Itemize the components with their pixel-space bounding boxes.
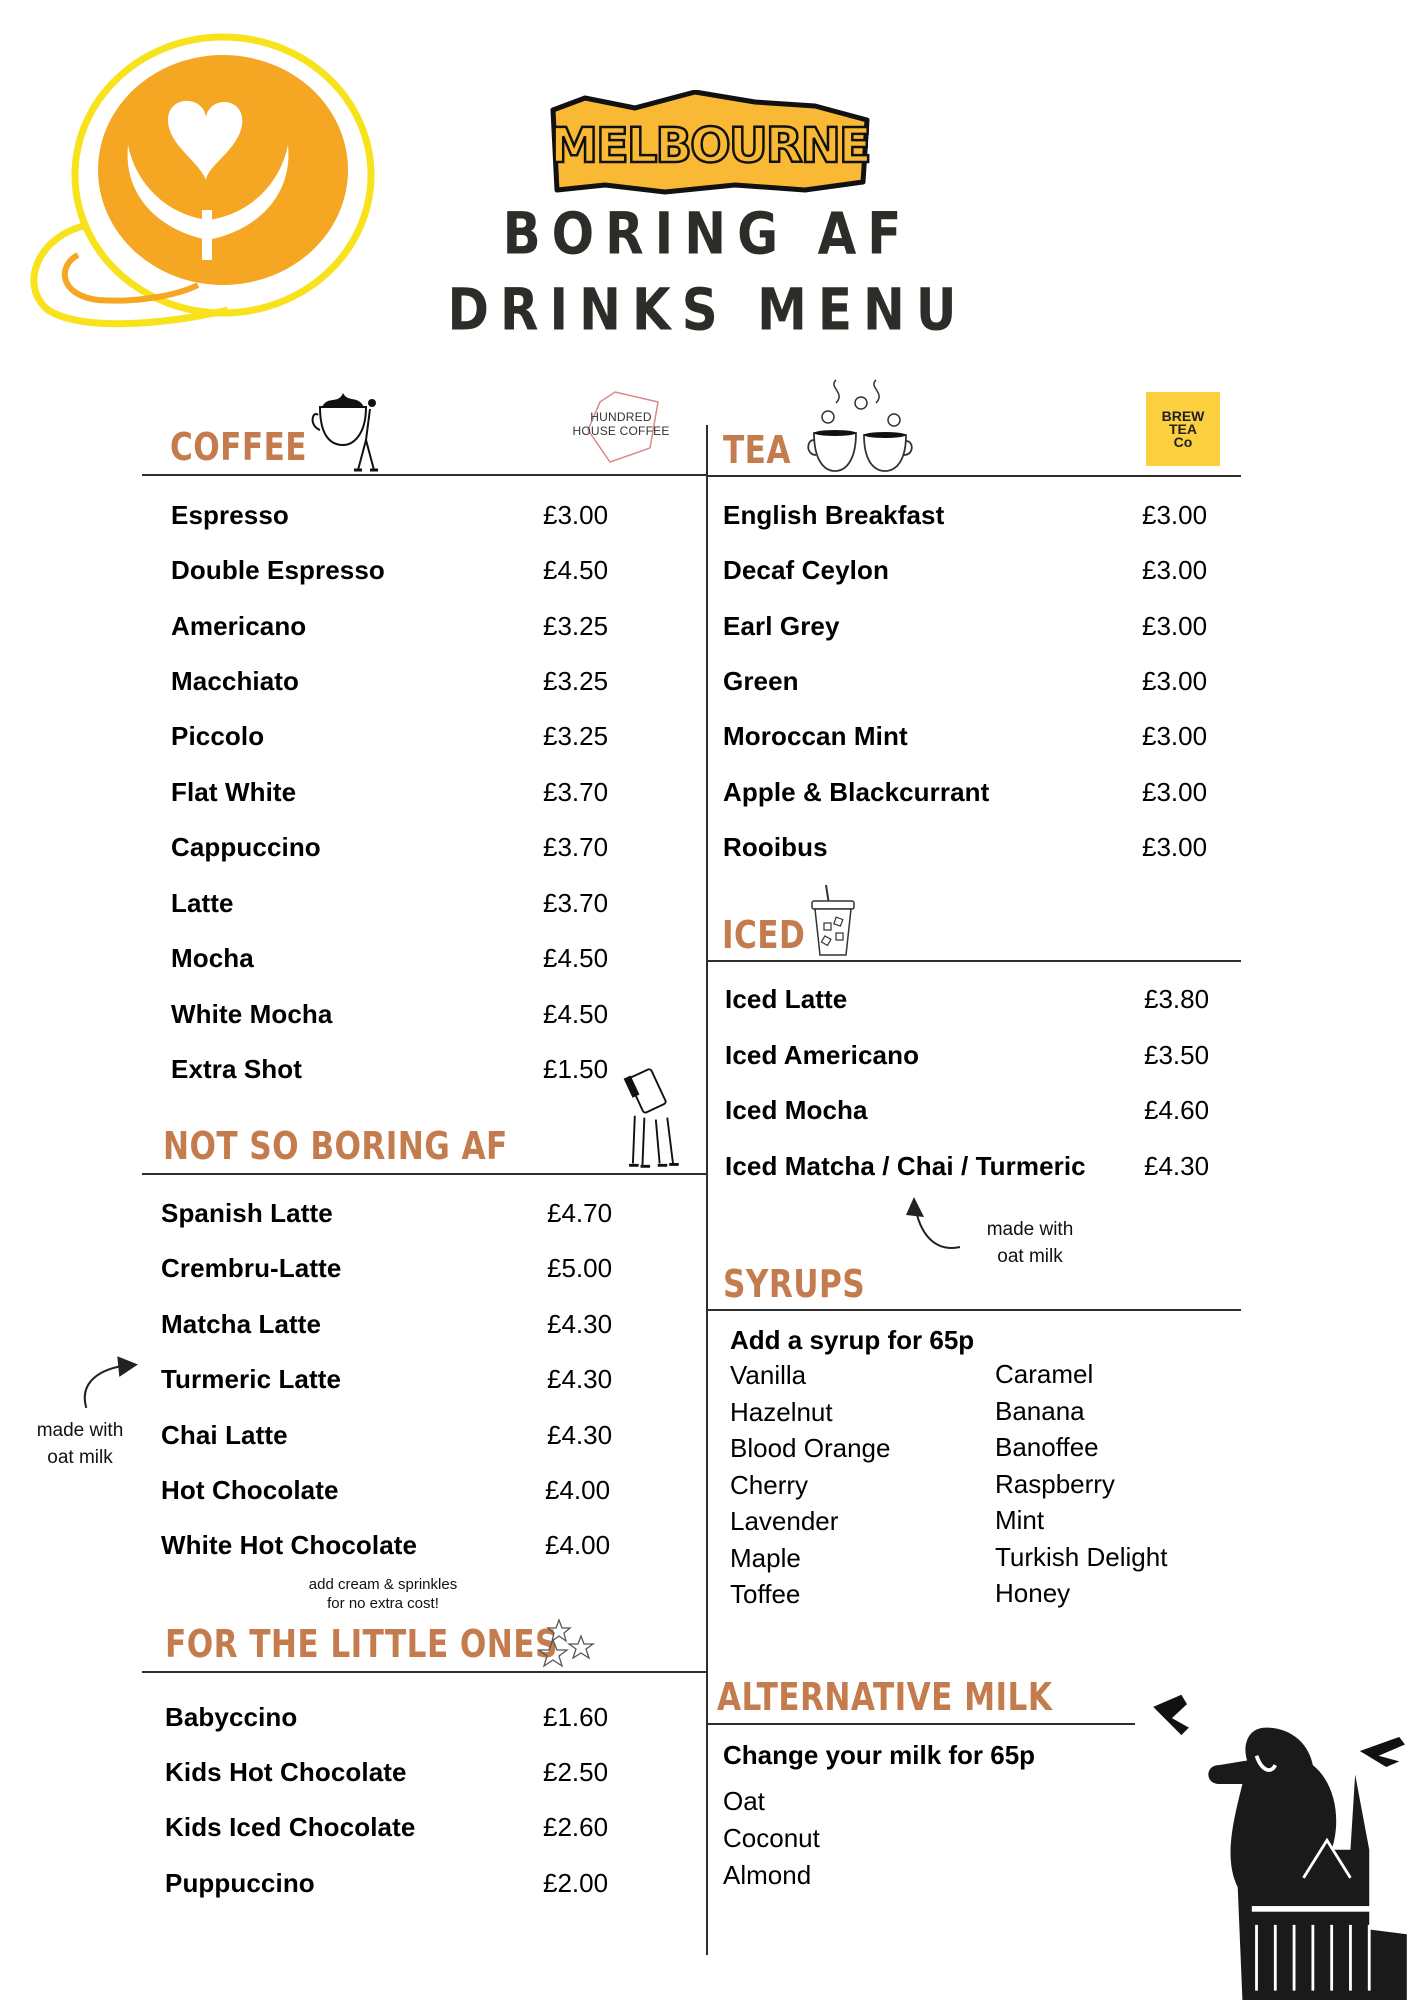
- item-price: £3.00: [1142, 777, 1208, 807]
- item-price: £3.00: [543, 500, 609, 530]
- note-line-1: made with: [986, 1219, 1074, 1240]
- alt-milk-heading: ALTERNATIVE MILK: [717, 1675, 1053, 1719]
- milk-option: Oat: [723, 1786, 765, 1816]
- item-price: £4.00: [545, 1475, 611, 1505]
- latte-art-cup-illustration: [18, 25, 378, 335]
- item-price: £3.25: [543, 721, 609, 751]
- oat-milk-side-note: [20, 1417, 140, 1471]
- syrup-option: Hazelnut: [730, 1396, 833, 1427]
- item-name: Kids Hot Chocolate: [165, 1757, 407, 1787]
- item-price: £3.00: [1142, 666, 1208, 696]
- item-name: Crembru-Latte: [161, 1253, 342, 1283]
- item-price: £4.30: [547, 1309, 613, 1339]
- item-name: Green: [723, 666, 799, 696]
- item-name: Mocha: [171, 943, 254, 973]
- iced-heading: ICED: [722, 913, 806, 957]
- item-price: £2.60: [543, 1812, 609, 1842]
- item-price: £4.00: [545, 1530, 611, 1560]
- tea-heading: TEA: [723, 428, 791, 472]
- coffee-divider: [142, 474, 707, 476]
- item-price: £4.70: [547, 1198, 613, 1228]
- page-title-line-2: DRINKS MENU: [447, 276, 968, 344]
- cream-sprinkles-note: [283, 1575, 483, 1613]
- item-name: Turmeric Latte: [161, 1364, 342, 1394]
- milk-options-list: [723, 1786, 820, 1897]
- item-name: Latte: [171, 888, 234, 918]
- item-name: Rooibus: [723, 832, 828, 862]
- milk-option: Almond: [723, 1860, 812, 1890]
- syrup-price-note: Add a syrup for 65p: [730, 1325, 975, 1355]
- item-price: £3.70: [543, 888, 609, 918]
- milk-price-note: Change your milk for 65p: [723, 1740, 1036, 1770]
- item-name: Earl Grey: [723, 611, 840, 641]
- item-price: £3.25: [543, 611, 609, 641]
- item-price: £1.50: [543, 1054, 609, 1084]
- stars-icon: [536, 1618, 598, 1673]
- center-column-divider: [706, 425, 708, 1955]
- syrup-option: Banoffee: [995, 1432, 1099, 1462]
- item-price: £3.70: [543, 777, 609, 807]
- item-price: £3.00: [1142, 611, 1208, 641]
- item-name: English Breakfast: [723, 500, 945, 530]
- milk-option: Coconut: [723, 1823, 820, 1853]
- syrup-option: Turkish Delight: [995, 1541, 1168, 1572]
- item-price: £3.00: [1142, 500, 1208, 530]
- item-name: Puppuccino: [165, 1868, 315, 1898]
- item-price: £1.60: [543, 1702, 609, 1732]
- people-in-teacups-illustration: [806, 375, 916, 475]
- item-name: Matcha Latte: [161, 1309, 322, 1339]
- logo-line-2: HOUSE COFFEE: [572, 424, 670, 438]
- item-price: £3.70: [543, 832, 609, 862]
- item-name: Piccolo: [171, 721, 265, 751]
- syrup-option: Cherry: [730, 1469, 809, 1500]
- item-price: £3.80: [1144, 984, 1210, 1014]
- logo-line-1: HUNDRED: [590, 410, 652, 424]
- item-name: Flat White: [171, 777, 297, 807]
- item-name: White Hot Chocolate: [161, 1530, 418, 1560]
- item-name: Babyccino: [165, 1702, 298, 1732]
- syrup-option: Lavender: [730, 1506, 839, 1536]
- item-name: Moroccan Mint: [723, 721, 908, 751]
- hundred-house-coffee-logo-text: [566, 410, 676, 438]
- item-price: £4.50: [543, 999, 609, 1029]
- syrup-option: Caramel: [995, 1359, 1094, 1389]
- item-name: Espresso: [171, 500, 289, 530]
- syrup-option: Blood Orange: [730, 1433, 891, 1463]
- syrup-option: Toffee: [730, 1579, 801, 1609]
- not-so-boring-divider: [142, 1173, 707, 1175]
- item-name: Double Espresso: [171, 555, 385, 585]
- item-price: £3.50: [1144, 1040, 1210, 1070]
- item-name: Iced Latte: [725, 984, 848, 1014]
- item-name: Iced Mocha: [725, 1095, 868, 1125]
- syrup-option: Banana: [995, 1395, 1085, 1426]
- item-price: £3.00: [1142, 832, 1208, 862]
- item-price: £4.50: [543, 555, 609, 585]
- person-carrying-cup-illustration: [308, 385, 388, 475]
- item-price: £4.50: [543, 943, 609, 973]
- logo-text: MELBOURNE: [550, 118, 870, 174]
- item-name: Macchiato: [171, 666, 300, 696]
- syrups-heading: SYRUPS: [723, 1262, 866, 1306]
- item-price: £3.25: [543, 666, 609, 696]
- item-price: £2.50: [543, 1757, 609, 1787]
- item-name: Kids Iced Chocolate: [165, 1812, 416, 1842]
- alt-milk-divider: [707, 1723, 1135, 1725]
- item-name: Spanish Latte: [161, 1198, 333, 1228]
- item-name: Cappuccino: [171, 832, 321, 862]
- little-ones-heading: FOR THE LITTLE ONES: [165, 1622, 558, 1666]
- item-price: £4.30: [1144, 1151, 1210, 1181]
- iced-divider: [707, 960, 1241, 962]
- note-line-2: oat milk: [47, 1447, 113, 1468]
- syrup-option: Vanilla: [730, 1360, 807, 1390]
- note-line-2: for no extra cost!: [327, 1595, 439, 1612]
- item-name: Chai Latte: [161, 1420, 288, 1450]
- item-price: £3.00: [1142, 721, 1208, 751]
- item-name: Extra Shot: [171, 1054, 303, 1084]
- item-name: Decaf Ceylon: [723, 555, 889, 585]
- item-price: £2.00: [543, 1868, 609, 1898]
- syrups-divider: [707, 1309, 1241, 1311]
- item-name: Hot Chocolate: [161, 1475, 339, 1505]
- syrup-option: Honey: [995, 1578, 1071, 1608]
- not-so-boring-heading: NOT SO BORING AF: [163, 1124, 508, 1168]
- tea-divider: [707, 475, 1241, 477]
- item-price: £4.30: [547, 1420, 613, 1450]
- logo-line-1: BREW: [1161, 407, 1205, 424]
- item-name: Iced Americano: [725, 1040, 920, 1070]
- item-price: £5.00: [547, 1253, 613, 1283]
- syrups-column-2: [995, 1359, 1167, 1615]
- item-name: Iced Matcha / Chai / Turmeric: [725, 1151, 1086, 1181]
- note-line-1: add cream & sprinkles: [308, 1576, 458, 1593]
- melbourne-graffiti-logo: [545, 90, 875, 195]
- brew-tea-co-logo: [1146, 392, 1220, 466]
- coffee-heading: COFFEE: [170, 425, 307, 469]
- note-line-2: oat milk: [997, 1246, 1063, 1267]
- item-price: £4.60: [1144, 1095, 1210, 1125]
- oat-milk-iced-note: [970, 1216, 1090, 1270]
- item-name: Americano: [171, 611, 307, 641]
- syrups-column-1: [730, 1360, 890, 1616]
- item-name: Apple & Blackcurrant: [723, 777, 990, 807]
- page-title-line-1: BORING AF: [502, 200, 913, 268]
- curved-arrow-icon: [898, 1197, 966, 1252]
- syrup-option: Mint: [995, 1505, 1045, 1535]
- iced-drink-cup-icon: [808, 883, 858, 958]
- syrup-option: Raspberry: [995, 1468, 1115, 1499]
- syrup-option: Maple: [730, 1542, 801, 1573]
- item-price: £4.30: [547, 1364, 613, 1394]
- king-kong-cathedral-illustration: [1145, 1690, 1415, 2000]
- note-line-1: made with: [36, 1420, 124, 1441]
- item-name: White Mocha: [171, 999, 333, 1029]
- logo-line-3: Co: [1173, 433, 1193, 450]
- people-lifting-cup-illustration: [622, 1068, 682, 1173]
- little-ones-divider: [142, 1671, 707, 1673]
- item-price: £3.00: [1142, 555, 1208, 585]
- logo-line-2: TEA: [1169, 420, 1197, 437]
- curved-arrow-icon: [78, 1350, 140, 1412]
